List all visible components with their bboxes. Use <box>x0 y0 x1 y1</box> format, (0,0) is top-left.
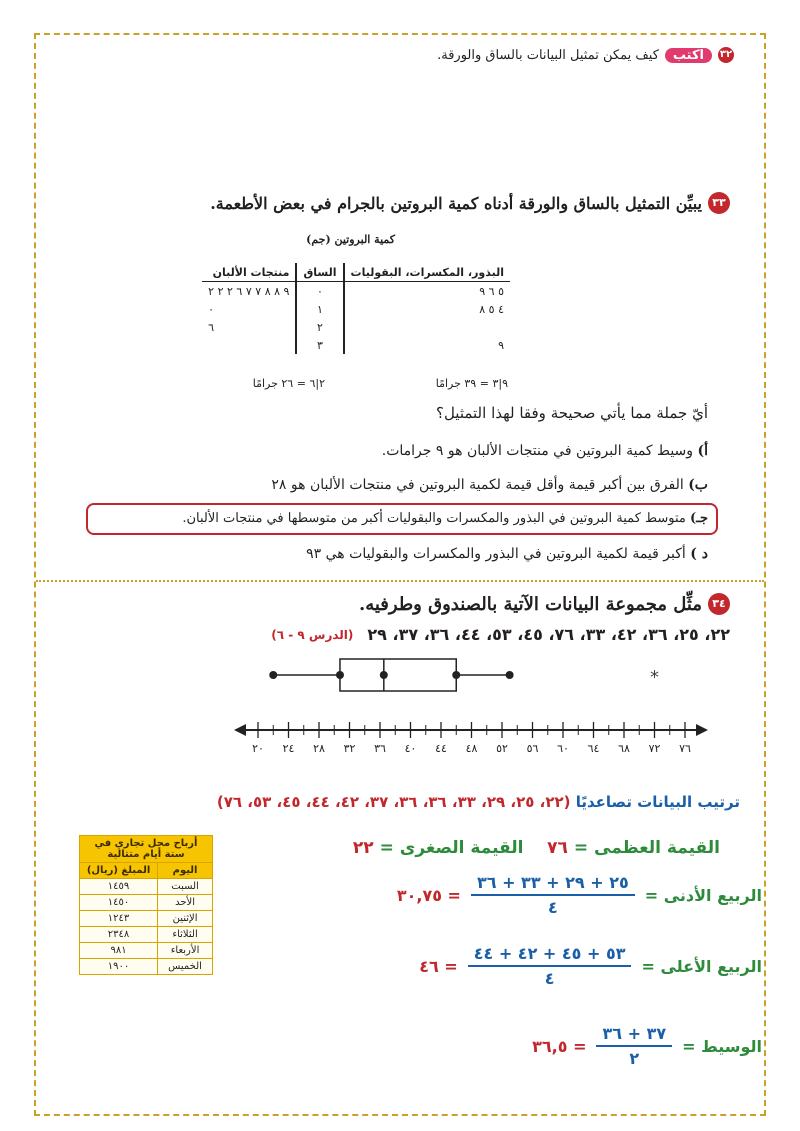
choice-b <box>271 477 708 493</box>
key-right: ٩|٣ = ٣٩ جرامًا <box>435 377 508 390</box>
q33-number: ٣٣ <box>708 192 730 214</box>
q1-label: الربيع الأدنى = <box>644 885 762 905</box>
q34-text: مثِّل مجموعة البيانات الآتية بالصندوق وطرفيه. <box>358 593 702 615</box>
q34-header <box>359 593 730 615</box>
max-value: ٧٦ <box>547 838 568 858</box>
tick-label: ٥٦ <box>526 742 539 755</box>
median-label: الوسيط = <box>682 1036 762 1056</box>
table-row <box>80 927 213 943</box>
stem-leaf-table <box>202 263 510 354</box>
min-value: ٢٢ <box>352 838 374 858</box>
box-iqr <box>340 659 456 691</box>
q1-calc <box>397 873 762 917</box>
tick-label: ٣٢ <box>343 742 356 755</box>
denominator: ٤ <box>547 898 558 917</box>
q33-prompt: أيّ جملة مما يأتي صحيحة وفقا لهذا التمثيل؟ <box>435 404 708 422</box>
q1-fraction <box>471 873 635 917</box>
amount-cell: ١٩٠٠ <box>80 959 158 975</box>
q3-fraction <box>468 944 632 988</box>
leaf-right <box>344 318 510 336</box>
q33-text: يبيِّن التمثيل بالساق والورقة أدناه كمية البروتين بالجرام في بعض الأطعمة. <box>210 193 702 213</box>
choice-label: د ) <box>690 546 708 562</box>
leaf-right: ٩ <box>498 338 504 352</box>
data-point <box>380 671 388 679</box>
header-dairy: منتجات الألبان <box>202 263 296 282</box>
tick-label: ٦٠ <box>557 742 569 755</box>
data-point <box>269 671 277 679</box>
leaf-left: ٦ <box>208 320 215 334</box>
col-day: اليوم <box>158 863 213 879</box>
day-cell: الخميس <box>158 959 213 975</box>
tick-label: ٢٠ <box>252 742 264 755</box>
tick-label: ٤٤ <box>435 742 447 755</box>
tick-label: ٦٨ <box>618 742 630 755</box>
denominator: ٤ <box>544 969 555 988</box>
q32 <box>437 47 734 63</box>
day-cell: السبت <box>158 879 213 895</box>
tick-label: ٧٦ <box>679 742 691 755</box>
sorted-label: ترتيب البيانات تصاعديًا <box>575 793 740 811</box>
stem-cell: ٠ <box>296 282 343 301</box>
min-label: القيمة الصغرى = <box>379 838 524 858</box>
tick-label: ٤٠ <box>404 742 417 755</box>
median-result: = ٣٦,٥ <box>532 1036 587 1056</box>
tick-label: ٦٤ <box>587 742 600 755</box>
plot-title: كمية البروتين (جم) <box>306 233 395 246</box>
amount-cell: ١٢٤٣ <box>80 911 158 927</box>
sorted-data <box>217 793 740 811</box>
day-cell: الأحد <box>158 895 213 911</box>
choice-d <box>306 546 708 562</box>
choice-text: وسيط كمية البروتين في منتجات الألبان هو ٩ جرامات. <box>381 443 694 459</box>
col-amount: المبلغ (ريال) <box>80 863 158 879</box>
choice-a <box>382 443 708 459</box>
choice-c-highlighted <box>86 503 718 535</box>
choice-text: متوسط كمية البروتين في البذور والمكسرات والبقوليات أكبر من متوسطها في منتجات الألبان. <box>182 511 686 526</box>
tick-label: ٤٨ <box>465 742 478 755</box>
q34-data-row <box>271 625 730 644</box>
data-values: ٢٢، ٢٥، ٣٦، ٤٢، ٣٣، ٧٦، ٤٥، ٥٣، ٤٤، ٣٦، ٣٧، ٢٩ <box>367 625 730 644</box>
median-calc <box>532 1024 762 1068</box>
q32-text: كيف يمكن تمثيل البيانات بالساق والورقة. <box>437 47 659 63</box>
outlier-mark: * <box>650 667 659 688</box>
tick-label: ٣٦ <box>374 742 386 755</box>
data-point <box>506 671 514 679</box>
tick-label: ٧٢ <box>648 742 661 755</box>
q1-result: = ٣٠,٧٥ <box>396 885 461 905</box>
header-seeds: البذور، المكسرات، البقوليات <box>344 263 510 282</box>
leaf-left: ٩ ٨ ٨ ٧ ٧ ٦ ٢ ٢ ٢ <box>208 284 290 298</box>
q3-calc <box>419 944 762 988</box>
table-row <box>80 895 213 911</box>
table-row <box>202 282 510 301</box>
arrow-right-icon <box>696 724 708 736</box>
numerator: ٥٣ + ٤٥ + ٤٢ + ٤٤ <box>468 944 632 967</box>
table-row <box>80 911 213 927</box>
profit-table <box>79 835 213 975</box>
median-fraction <box>596 1024 672 1068</box>
table-row <box>80 959 213 975</box>
amount-cell: ٩٨١ <box>80 943 158 959</box>
amount-cell: ١٤٥٩ <box>80 879 158 895</box>
tick-label: ٢٨ <box>313 742 325 755</box>
stem-cell: ٢ <box>296 318 343 336</box>
write-tag: اكتب <box>665 48 712 63</box>
leaf-left <box>202 336 296 354</box>
leaf-right: ٤ ٥ ٨ <box>479 302 504 316</box>
leaf-left: ٠ <box>208 302 215 316</box>
arrow-left-icon <box>234 724 246 736</box>
numerator: ٢٥ + ٢٩ + ٣٣ + ٣٦ <box>471 873 635 896</box>
table-row <box>80 943 213 959</box>
table-row <box>202 300 510 318</box>
day-cell: الإثنين <box>158 911 213 927</box>
stem-leaf-plot <box>202 263 510 354</box>
amount-cell: ٢٣٤٨ <box>80 927 158 943</box>
table-row <box>202 318 510 336</box>
q3-result: = ٤٦ <box>419 956 458 976</box>
section-divider <box>36 580 764 582</box>
q33-header <box>210 192 730 214</box>
tick-label: ٢٤ <box>282 742 295 755</box>
leaf-right: ٥ ٦ ٩ <box>479 284 504 298</box>
choice-label: ب) <box>688 477 708 493</box>
stem-cell: ٣ <box>296 336 343 354</box>
header-stem: الساق <box>296 263 343 282</box>
choice-text: الفرق بين أكبر قيمة وأقل قيمة لكمية البروتين في منتجات الألبان هو ٢٨ <box>271 477 684 493</box>
max-label: القيمة العظمى = <box>573 838 720 858</box>
numerator: ٣٧ + ٣٦ <box>596 1024 672 1047</box>
day-cell: الثلاثاء <box>158 927 213 943</box>
sorted-values: (٢٢، ٢٥، ٢٩، ٣٣، ٣٦، ٣٦، ٣٧، ٤٢، ٤٤، ٤٥، ٥٣، ٧٦) <box>216 793 571 811</box>
choice-label: جـ) <box>690 511 708 526</box>
q34-number: ٣٤ <box>708 593 730 615</box>
q3-label: الربيع الأعلى = <box>641 956 762 976</box>
day-cell: الأربعاء <box>158 943 213 959</box>
table-row <box>202 336 510 354</box>
stem-cell: ١ <box>296 300 343 318</box>
choice-text: أكبر قيمة لكمية البروتين في البذور والمكسرات والبقوليات هي ٩٣ <box>306 546 686 562</box>
table-row <box>80 879 213 895</box>
data-point <box>336 671 344 679</box>
min-max <box>353 838 720 858</box>
lesson-ref: (الدرس ٩ - ٦) <box>271 627 354 642</box>
tick-label: ٥٢ <box>496 742 508 755</box>
amount-cell: ١٤٥٠ <box>80 895 158 911</box>
profit-caption: أرباح محل تجاري في ستة أيام متتالية <box>80 836 213 863</box>
denominator: ٢ <box>629 1049 640 1068</box>
data-point <box>452 671 460 679</box>
box-plot <box>230 650 710 760</box>
key-left: ٢|٦ = ٢٦ جرامًا <box>252 377 325 390</box>
choice-label: أ) <box>697 443 708 459</box>
q32-number: ٣٢ <box>718 47 734 63</box>
